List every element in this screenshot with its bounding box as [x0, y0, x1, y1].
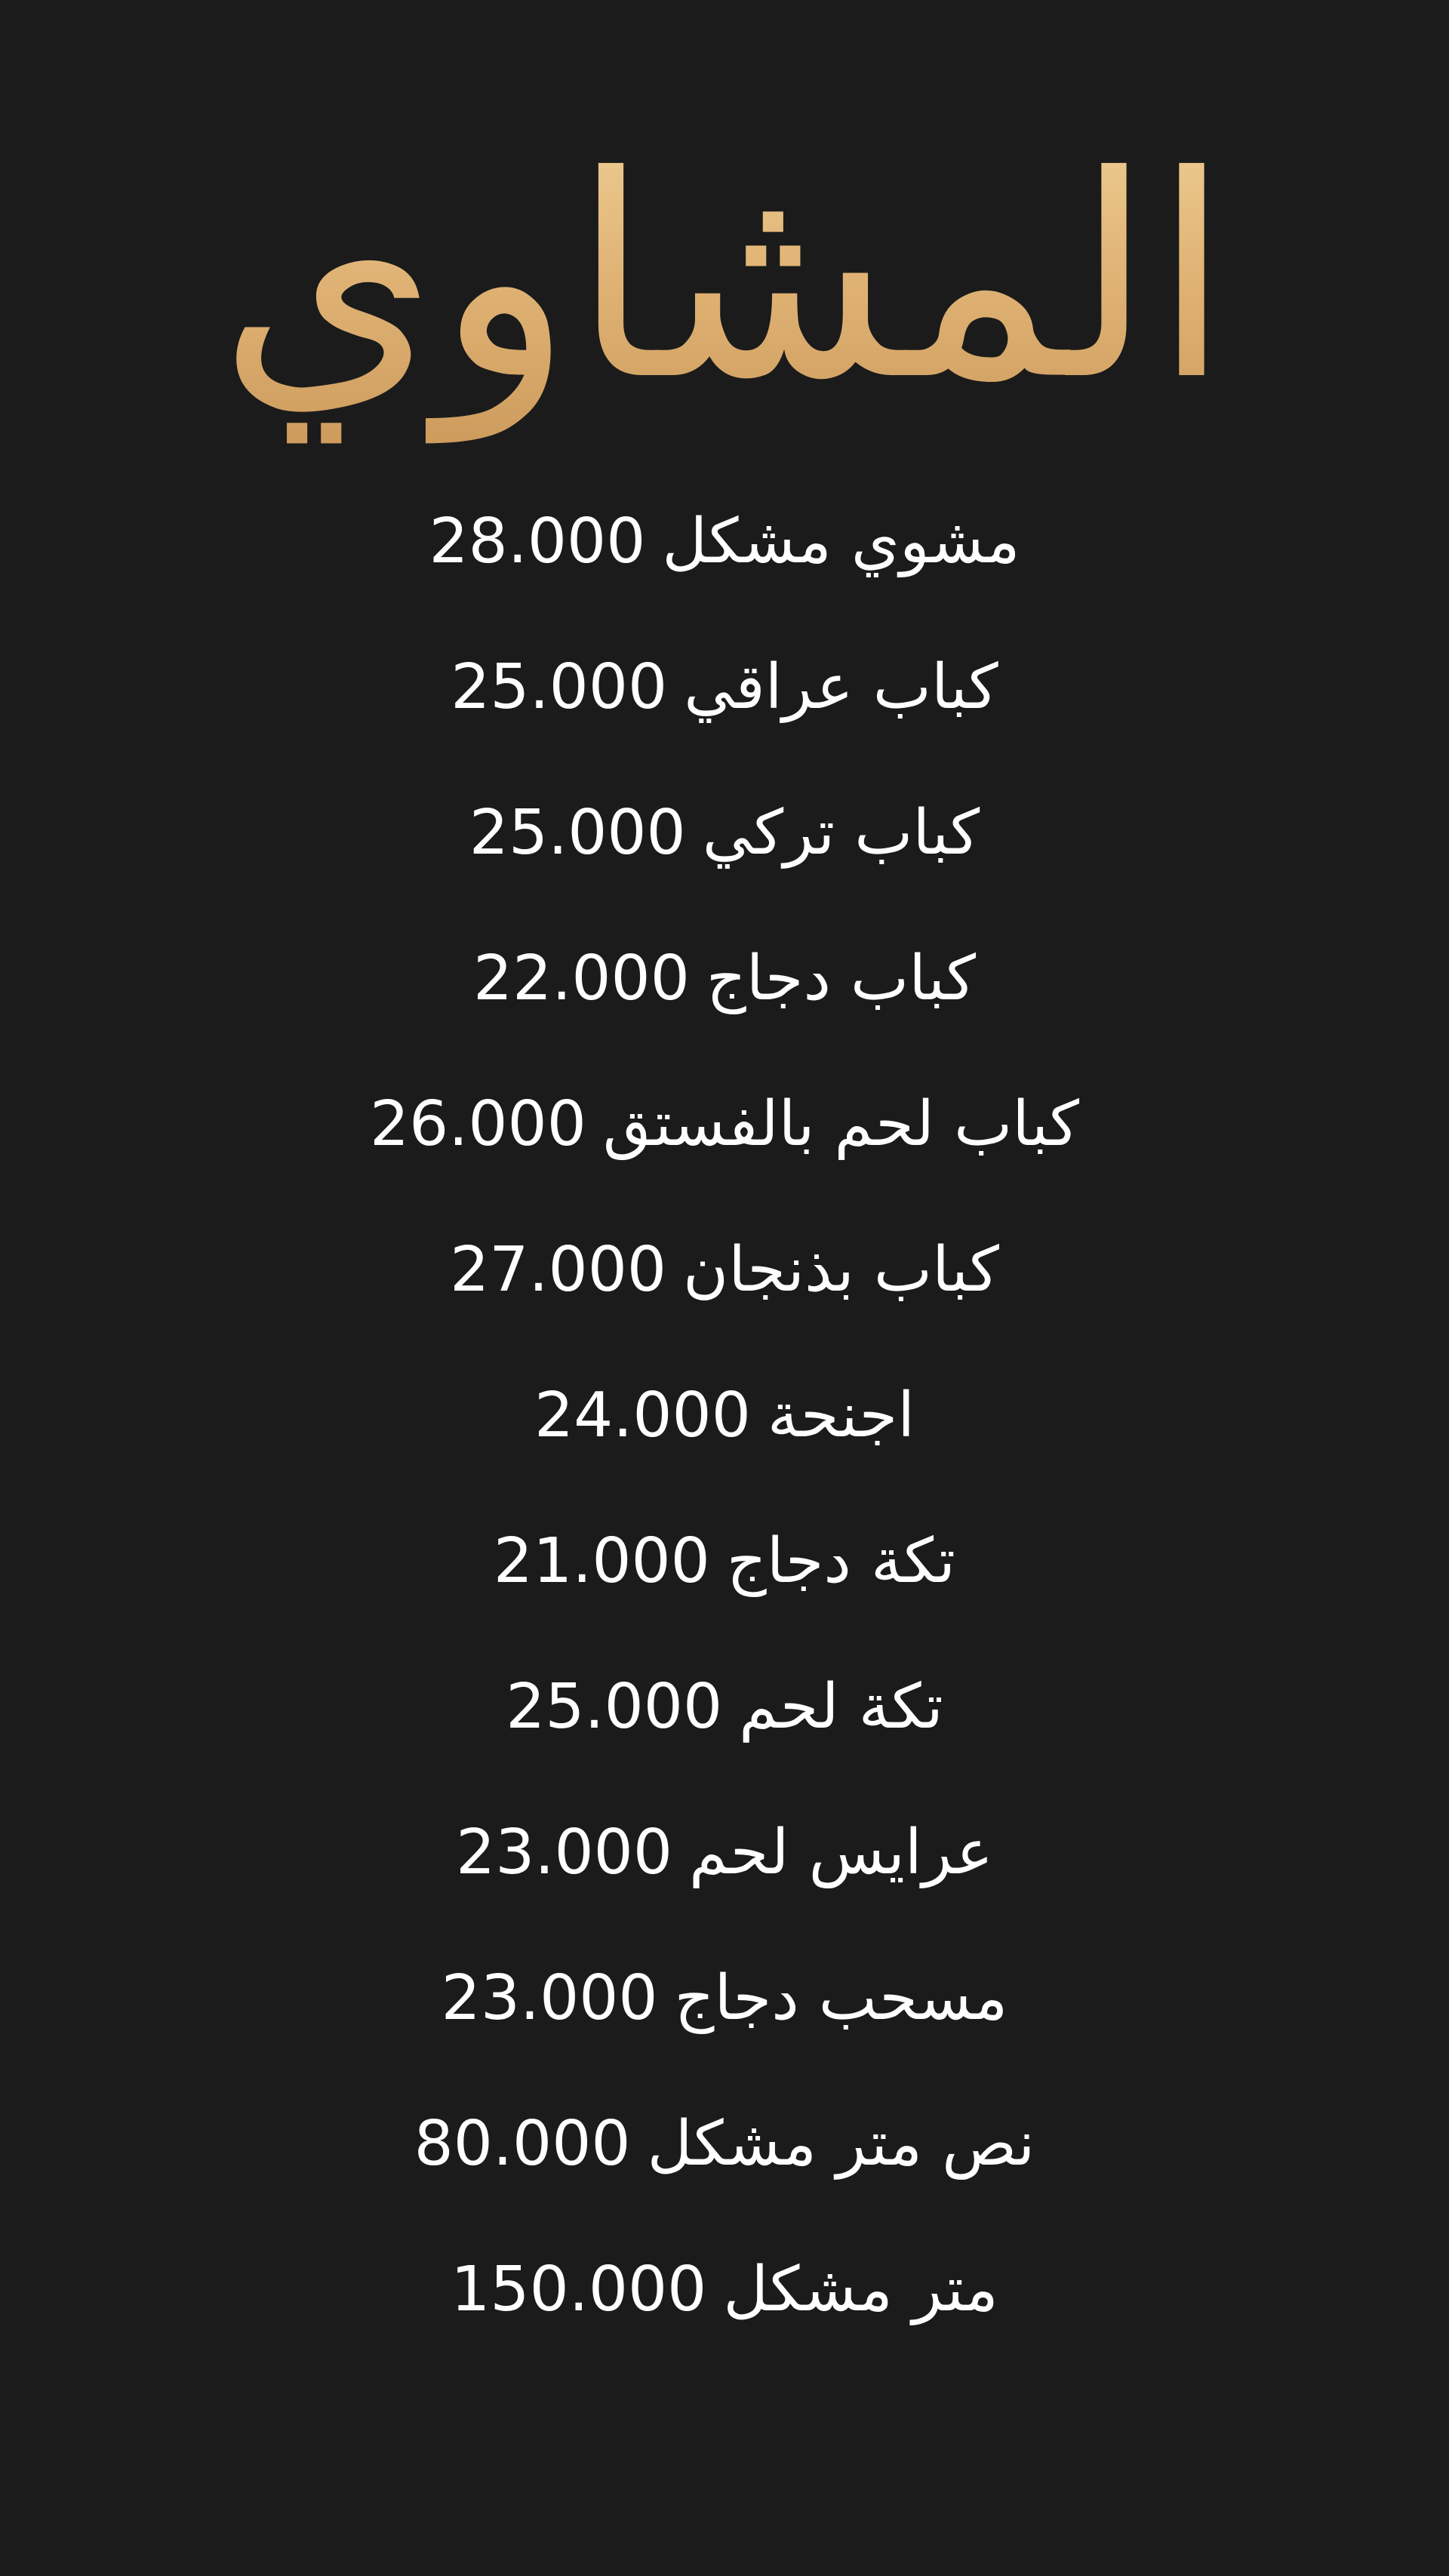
- menu-item: [0, 2107, 1449, 2252]
- menu-item-name: كباب تركي: [702, 797, 980, 869]
- menu-item-name: مسحب دجاج: [674, 1962, 1008, 2034]
- menu-item-name: عرايس لحم: [689, 1817, 993, 1888]
- menu-item-price: 80.000: [414, 2108, 631, 2180]
- menu-item-price: 21.000: [493, 1525, 710, 1597]
- menu-item-name: اجنحة: [767, 1380, 915, 1451]
- menu-item-price: 28.000: [429, 506, 646, 577]
- menu-item: [0, 1233, 1449, 1378]
- menu-item-price: 23.000: [456, 1817, 673, 1888]
- menu-item-name: متر مشكل: [723, 2254, 998, 2325]
- menu-item: [0, 2252, 1449, 2398]
- menu-item: [0, 650, 1449, 796]
- menu-item-price: 27.000: [450, 1234, 667, 1306]
- menu-title: المشاوي: [158, 113, 1291, 445]
- menu-item: [0, 1087, 1449, 1233]
- menu-item: [0, 796, 1449, 941]
- menu-item-name: تكة لحم: [739, 1671, 943, 1743]
- menu-item-price: 23.000: [441, 1962, 658, 2034]
- menu-item: [0, 1815, 1449, 1961]
- menu-item: [0, 1378, 1449, 1524]
- menu-item-name: تكة دجاج: [726, 1525, 956, 1597]
- menu-item-name: كباب لحم بالفستق: [602, 1088, 1080, 1160]
- menu-item: [0, 941, 1449, 1087]
- menu-item: [0, 1961, 1449, 2107]
- menu-item-price: 25.000: [451, 651, 668, 723]
- menu-item-name: نص متر مشكل: [647, 2108, 1035, 2180]
- menu-item-name: مشوي مشكل: [662, 506, 1020, 577]
- menu-item: [0, 1524, 1449, 1670]
- menu-item: [0, 1670, 1449, 1815]
- menu-item-price: 24.000: [534, 1380, 751, 1451]
- menu-item-name: كباب دجاج: [706, 943, 977, 1014]
- menu-item-price: 150.000: [451, 2254, 707, 2325]
- menu-list: [0, 504, 1449, 2398]
- menu-item-price: 25.000: [469, 797, 686, 869]
- menu-item-price: 26.000: [369, 1088, 586, 1160]
- menu-item-name: كباب بذنجان: [683, 1234, 999, 1306]
- menu-item-price: 22.000: [472, 943, 690, 1014]
- menu-item: [0, 504, 1449, 650]
- menu-item-price: 25.000: [506, 1671, 723, 1743]
- menu-item-name: كباب عراقي: [684, 651, 998, 723]
